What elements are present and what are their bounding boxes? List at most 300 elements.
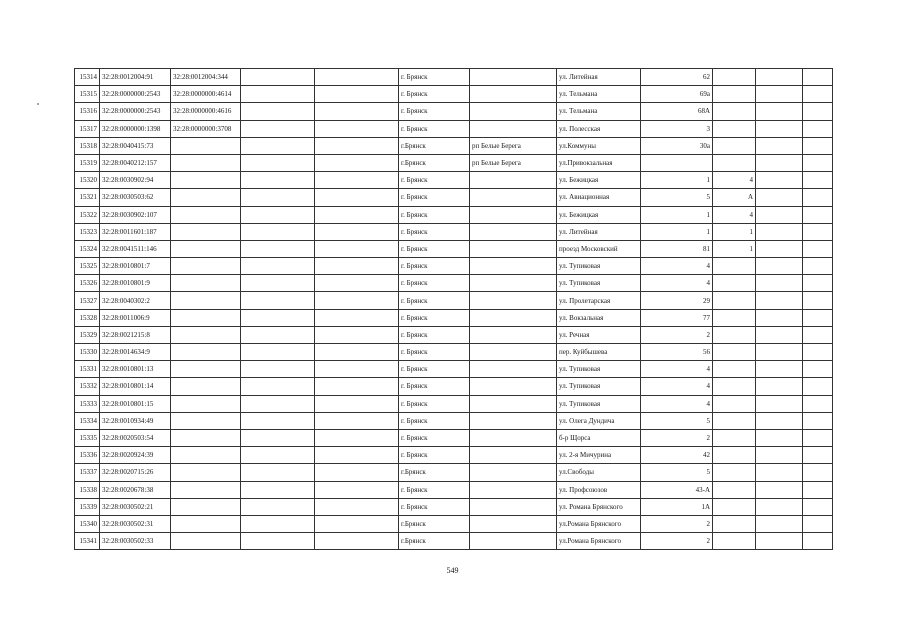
district-cell bbox=[470, 120, 557, 137]
cadastral-number-2: 32:28:0000000:4614 bbox=[171, 86, 241, 103]
house-cell: 29 bbox=[641, 292, 713, 309]
table-row bbox=[75, 498, 833, 515]
empty-cell bbox=[756, 378, 803, 395]
flat-cell bbox=[713, 395, 756, 412]
empty-cell bbox=[803, 498, 833, 515]
empty-cell bbox=[315, 172, 399, 189]
street-cell: ул. Олега Дундича bbox=[557, 412, 641, 429]
district-cell bbox=[470, 361, 557, 378]
empty-cell bbox=[241, 412, 315, 429]
district-cell bbox=[470, 378, 557, 395]
empty-cell bbox=[241, 361, 315, 378]
cadastral-number: 32:28:0040212:157 bbox=[100, 154, 171, 171]
cadastral-number: 32:28:0014634:9 bbox=[100, 344, 171, 361]
street-cell: ул. Литейная bbox=[557, 69, 641, 86]
empty-cell bbox=[241, 326, 315, 343]
flat-cell bbox=[713, 86, 756, 103]
empty-cell bbox=[756, 206, 803, 223]
city-cell: г. Брянск bbox=[399, 69, 470, 86]
table-row bbox=[75, 292, 833, 309]
district-cell: рп Белые Берега bbox=[470, 137, 557, 154]
cadastral-number: 32:28:0000000:1398 bbox=[100, 120, 171, 137]
cadastral-number-2 bbox=[171, 464, 241, 481]
flat-cell bbox=[713, 275, 756, 292]
empty-cell bbox=[315, 429, 399, 446]
house-cell: 1 bbox=[641, 206, 713, 223]
house-cell: 62 bbox=[641, 69, 713, 86]
table-row bbox=[75, 172, 833, 189]
street-cell: ул. Речная bbox=[557, 326, 641, 343]
city-cell: г. Брянск bbox=[399, 223, 470, 240]
house-cell: 69а bbox=[641, 86, 713, 103]
city-cell: г.Брянск bbox=[399, 515, 470, 532]
empty-cell bbox=[315, 533, 399, 550]
cadastral-number-2 bbox=[171, 223, 241, 240]
cadastral-number-2 bbox=[171, 154, 241, 171]
district-cell bbox=[470, 498, 557, 515]
cadastral-number-2 bbox=[171, 275, 241, 292]
district-cell bbox=[470, 515, 557, 532]
registry-table bbox=[74, 68, 833, 550]
table-row bbox=[75, 481, 833, 498]
empty-cell bbox=[756, 515, 803, 532]
city-cell: г. Брянск bbox=[399, 378, 470, 395]
empty-cell bbox=[315, 137, 399, 154]
street-cell: ул. Тупиковая bbox=[557, 378, 641, 395]
street-cell: ул. Тупиковая bbox=[557, 258, 641, 275]
empty-cell bbox=[241, 395, 315, 412]
city-cell: г. Брянск bbox=[399, 361, 470, 378]
flat-cell bbox=[713, 498, 756, 515]
cadastral-number-2: 32:28:0000000:4616 bbox=[171, 103, 241, 120]
cadastral-number-2 bbox=[171, 189, 241, 206]
flat-cell: 1 bbox=[713, 223, 756, 240]
cadastral-number: 32:28:0030902:94 bbox=[100, 172, 171, 189]
city-cell: г. Брянск bbox=[399, 275, 470, 292]
street-cell: ул. Бежицкая bbox=[557, 172, 641, 189]
empty-cell bbox=[241, 275, 315, 292]
row-number: 15316 bbox=[75, 103, 100, 120]
empty-cell bbox=[315, 189, 399, 206]
cadastral-number: 32:28:0030502:21 bbox=[100, 498, 171, 515]
district-cell bbox=[470, 189, 557, 206]
flat-cell bbox=[713, 154, 756, 171]
empty-cell bbox=[756, 429, 803, 446]
city-cell: г. Брянск bbox=[399, 240, 470, 257]
empty-cell bbox=[756, 137, 803, 154]
cadastral-number: 32:28:0030502:31 bbox=[100, 515, 171, 532]
table-row bbox=[75, 395, 833, 412]
empty-cell bbox=[803, 395, 833, 412]
empty-cell bbox=[803, 69, 833, 86]
empty-cell bbox=[315, 498, 399, 515]
row-number: 15334 bbox=[75, 412, 100, 429]
house-cell: 1А bbox=[641, 498, 713, 515]
row-number: 15319 bbox=[75, 154, 100, 171]
flat-cell bbox=[713, 447, 756, 464]
empty-cell bbox=[315, 154, 399, 171]
cadastral-number-2 bbox=[171, 429, 241, 446]
cadastral-number: 32:28:0030503:62 bbox=[100, 189, 171, 206]
cadastral-number-2 bbox=[171, 206, 241, 223]
flat-cell: 1 bbox=[713, 240, 756, 257]
empty-cell bbox=[315, 223, 399, 240]
row-number: 15321 bbox=[75, 189, 100, 206]
empty-cell bbox=[756, 395, 803, 412]
row-number: 15324 bbox=[75, 240, 100, 257]
street-cell: ул. Полесская bbox=[557, 120, 641, 137]
cadastral-number-2 bbox=[171, 344, 241, 361]
table-row bbox=[75, 309, 833, 326]
empty-cell bbox=[241, 533, 315, 550]
empty-cell bbox=[241, 309, 315, 326]
empty-cell bbox=[241, 344, 315, 361]
cadastral-number-2 bbox=[171, 515, 241, 532]
row-number: 15315 bbox=[75, 86, 100, 103]
empty-cell bbox=[315, 258, 399, 275]
row-number: 15328 bbox=[75, 309, 100, 326]
table-row bbox=[75, 533, 833, 550]
street-cell: б-р Щорса bbox=[557, 429, 641, 446]
house-cell: 68А bbox=[641, 103, 713, 120]
street-cell: ул. Тельмана bbox=[557, 86, 641, 103]
row-number: 15335 bbox=[75, 429, 100, 446]
empty-cell bbox=[803, 361, 833, 378]
street-cell: проезд Московский bbox=[557, 240, 641, 257]
house-cell: 2 bbox=[641, 533, 713, 550]
table-row bbox=[75, 103, 833, 120]
empty-cell bbox=[315, 361, 399, 378]
district-cell bbox=[470, 69, 557, 86]
cadastral-number-2: 32:28:0012004:344 bbox=[171, 69, 241, 86]
flat-cell bbox=[713, 120, 756, 137]
city-cell: г. Брянск bbox=[399, 309, 470, 326]
cadastral-number-2 bbox=[171, 481, 241, 498]
flat-cell bbox=[713, 481, 756, 498]
flat-cell: 4 bbox=[713, 206, 756, 223]
empty-cell bbox=[241, 206, 315, 223]
cadastral-number-2 bbox=[171, 533, 241, 550]
empty-cell bbox=[315, 447, 399, 464]
empty-cell bbox=[756, 172, 803, 189]
district-cell bbox=[470, 412, 557, 429]
empty-cell bbox=[756, 309, 803, 326]
table-row bbox=[75, 515, 833, 532]
row-number: 15330 bbox=[75, 344, 100, 361]
empty-cell bbox=[241, 86, 315, 103]
empty-cell bbox=[756, 240, 803, 257]
cadastral-number-2 bbox=[171, 240, 241, 257]
flat-cell bbox=[713, 326, 756, 343]
city-cell: г. Брянск bbox=[399, 481, 470, 498]
empty-cell bbox=[756, 361, 803, 378]
street-cell: ул.Коммуны bbox=[557, 137, 641, 154]
street-cell: ул. Романа Брянского bbox=[557, 498, 641, 515]
row-number: 15337 bbox=[75, 464, 100, 481]
empty-cell bbox=[803, 515, 833, 532]
table-row bbox=[75, 344, 833, 361]
house-cell: 1 bbox=[641, 172, 713, 189]
district-cell: рп Белые Берега bbox=[470, 154, 557, 171]
house-cell: 42 bbox=[641, 447, 713, 464]
empty-cell bbox=[756, 412, 803, 429]
cadastral-number-2 bbox=[171, 378, 241, 395]
empty-cell bbox=[756, 258, 803, 275]
street-cell: ул.Романа Брянского bbox=[557, 533, 641, 550]
city-cell: г.Брянск bbox=[399, 154, 470, 171]
street-cell: ул.Привокзальная bbox=[557, 154, 641, 171]
row-number: 15317 bbox=[75, 120, 100, 137]
city-cell: г. Брянск bbox=[399, 344, 470, 361]
house-cell: 5 bbox=[641, 189, 713, 206]
district-cell bbox=[470, 309, 557, 326]
empty-cell bbox=[756, 447, 803, 464]
row-number: 15322 bbox=[75, 206, 100, 223]
empty-cell bbox=[241, 223, 315, 240]
city-cell: г. Брянск bbox=[399, 258, 470, 275]
empty-cell bbox=[315, 326, 399, 343]
flat-cell: А bbox=[713, 189, 756, 206]
table-row bbox=[75, 464, 833, 481]
city-cell: г. Брянск bbox=[399, 292, 470, 309]
house-cell: 77 bbox=[641, 309, 713, 326]
table-row bbox=[75, 412, 833, 429]
empty-cell bbox=[241, 429, 315, 446]
street-cell: ул. Тельмана bbox=[557, 103, 641, 120]
house-cell: 4 bbox=[641, 378, 713, 395]
cadastral-number-2 bbox=[171, 309, 241, 326]
district-cell bbox=[470, 206, 557, 223]
district-cell bbox=[470, 326, 557, 343]
empty-cell bbox=[756, 344, 803, 361]
city-cell: г.Брянск bbox=[399, 533, 470, 550]
empty-cell bbox=[241, 189, 315, 206]
row-number: 15332 bbox=[75, 378, 100, 395]
cadastral-number-2 bbox=[171, 326, 241, 343]
street-cell: ул. Вокзальная bbox=[557, 309, 641, 326]
house-cell: 2 bbox=[641, 429, 713, 446]
district-cell bbox=[470, 240, 557, 257]
empty-cell bbox=[803, 137, 833, 154]
house-cell: 43-А bbox=[641, 481, 713, 498]
district-cell bbox=[470, 223, 557, 240]
city-cell: г. Брянск bbox=[399, 172, 470, 189]
street-cell: ул. Тупиковая bbox=[557, 361, 641, 378]
cadastral-number-2 bbox=[171, 258, 241, 275]
cadastral-number-2 bbox=[171, 412, 241, 429]
table-row bbox=[75, 206, 833, 223]
empty-cell bbox=[803, 292, 833, 309]
empty-cell bbox=[241, 154, 315, 171]
cadastral-number-2 bbox=[171, 361, 241, 378]
empty-cell bbox=[241, 103, 315, 120]
table-row bbox=[75, 86, 833, 103]
table-row bbox=[75, 223, 833, 240]
house-cell: 5 bbox=[641, 412, 713, 429]
cadastral-number: 32:28:0011601:187 bbox=[100, 223, 171, 240]
street-cell: ул. Авиационная bbox=[557, 189, 641, 206]
scan-speck bbox=[37, 103, 39, 105]
empty-cell bbox=[803, 275, 833, 292]
empty-cell bbox=[315, 69, 399, 86]
empty-cell bbox=[241, 137, 315, 154]
cadastral-number-2 bbox=[171, 395, 241, 412]
registry-rows bbox=[75, 69, 833, 550]
empty-cell bbox=[756, 69, 803, 86]
city-cell: г. Брянск bbox=[399, 120, 470, 137]
district-cell bbox=[470, 429, 557, 446]
empty-cell bbox=[315, 240, 399, 257]
city-cell: г. Брянск bbox=[399, 412, 470, 429]
empty-cell bbox=[803, 464, 833, 481]
house-cell: 5 bbox=[641, 464, 713, 481]
cadastral-number: 32:28:0010934:49 bbox=[100, 412, 171, 429]
street-cell: ул. Пролетарская bbox=[557, 292, 641, 309]
cadastral-number: 32:28:0020715:26 bbox=[100, 464, 171, 481]
cadastral-number: 32:28:0010801:15 bbox=[100, 395, 171, 412]
empty-cell bbox=[803, 429, 833, 446]
flat-cell bbox=[713, 344, 756, 361]
row-number: 15314 bbox=[75, 69, 100, 86]
flat-cell: 4 bbox=[713, 172, 756, 189]
flat-cell bbox=[713, 258, 756, 275]
city-cell: г. Брянск bbox=[399, 395, 470, 412]
empty-cell bbox=[315, 378, 399, 395]
flat-cell bbox=[713, 103, 756, 120]
empty-cell bbox=[315, 344, 399, 361]
district-cell bbox=[470, 481, 557, 498]
empty-cell bbox=[803, 189, 833, 206]
cadastral-number: 32:28:0040415:73 bbox=[100, 137, 171, 154]
empty-cell bbox=[803, 154, 833, 171]
empty-cell bbox=[756, 292, 803, 309]
row-number: 15340 bbox=[75, 515, 100, 532]
house-cell: 1 bbox=[641, 223, 713, 240]
empty-cell bbox=[315, 412, 399, 429]
empty-cell bbox=[241, 240, 315, 257]
empty-cell bbox=[803, 86, 833, 103]
district-cell bbox=[470, 258, 557, 275]
city-cell: г.Брянск bbox=[399, 464, 470, 481]
cadastral-number: 32:28:0011006:9 bbox=[100, 309, 171, 326]
empty-cell bbox=[241, 378, 315, 395]
table-row bbox=[75, 137, 833, 154]
empty-cell bbox=[803, 103, 833, 120]
table-row bbox=[75, 275, 833, 292]
table-row bbox=[75, 240, 833, 257]
empty-cell bbox=[803, 206, 833, 223]
flat-cell bbox=[713, 309, 756, 326]
street-cell: ул. Литейная bbox=[557, 223, 641, 240]
district-cell bbox=[470, 292, 557, 309]
flat-cell bbox=[713, 361, 756, 378]
empty-cell bbox=[803, 223, 833, 240]
street-cell: пер. Куйбышева bbox=[557, 344, 641, 361]
flat-cell bbox=[713, 412, 756, 429]
district-cell bbox=[470, 447, 557, 464]
city-cell: г. Брянск bbox=[399, 206, 470, 223]
street-cell: ул. Тупиковая bbox=[557, 275, 641, 292]
house-cell: 30а bbox=[641, 137, 713, 154]
house-cell: 4 bbox=[641, 258, 713, 275]
empty-cell bbox=[315, 120, 399, 137]
city-cell: г. Брянск bbox=[399, 326, 470, 343]
empty-cell bbox=[756, 189, 803, 206]
street-cell: ул. Профсоюзов bbox=[557, 481, 641, 498]
table-row bbox=[75, 326, 833, 343]
house-cell: 2 bbox=[641, 326, 713, 343]
flat-cell bbox=[713, 515, 756, 532]
row-number: 15341 bbox=[75, 533, 100, 550]
flat-cell bbox=[713, 137, 756, 154]
row-number: 15329 bbox=[75, 326, 100, 343]
city-cell: г. Брянск bbox=[399, 429, 470, 446]
cadastral-number-2 bbox=[171, 447, 241, 464]
empty-cell bbox=[756, 223, 803, 240]
row-number: 15318 bbox=[75, 137, 100, 154]
row-number: 15336 bbox=[75, 447, 100, 464]
city-cell: г. Брянск bbox=[399, 86, 470, 103]
cadastral-number-2 bbox=[171, 292, 241, 309]
house-cell: 3 bbox=[641, 120, 713, 137]
cadastral-number: 32:28:0020924:39 bbox=[100, 447, 171, 464]
empty-cell bbox=[803, 258, 833, 275]
street-cell: ул.Свободы bbox=[557, 464, 641, 481]
table-row bbox=[75, 154, 833, 171]
row-number: 15325 bbox=[75, 258, 100, 275]
empty-cell bbox=[756, 326, 803, 343]
cadastral-number: 32:28:0040302:2 bbox=[100, 292, 171, 309]
cadastral-number: 32:28:0000000:2543 bbox=[100, 103, 171, 120]
street-cell: ул. Бежицкая bbox=[557, 206, 641, 223]
page-number: 549 bbox=[446, 566, 459, 575]
flat-cell bbox=[713, 378, 756, 395]
table-row bbox=[75, 120, 833, 137]
district-cell bbox=[470, 344, 557, 361]
empty-cell bbox=[756, 120, 803, 137]
house-cell: 4 bbox=[641, 275, 713, 292]
row-number: 15327 bbox=[75, 292, 100, 309]
table-row bbox=[75, 189, 833, 206]
empty-cell bbox=[756, 86, 803, 103]
district-cell bbox=[470, 86, 557, 103]
empty-cell bbox=[241, 447, 315, 464]
city-cell: г.Брянск bbox=[399, 137, 470, 154]
table-row bbox=[75, 258, 833, 275]
cadastral-number: 32:28:0030902:107 bbox=[100, 206, 171, 223]
empty-cell bbox=[803, 326, 833, 343]
house-cell bbox=[641, 154, 713, 171]
empty-cell bbox=[756, 275, 803, 292]
cadastral-number: 32:28:0010801:14 bbox=[100, 378, 171, 395]
row-number: 15331 bbox=[75, 361, 100, 378]
empty-cell bbox=[803, 533, 833, 550]
empty-cell bbox=[803, 240, 833, 257]
street-cell: ул. 2-я Мичурина bbox=[557, 447, 641, 464]
city-cell: г. Брянск bbox=[399, 498, 470, 515]
house-cell: 81 bbox=[641, 240, 713, 257]
cadastral-number-2: 32:28:0000000:3708 bbox=[171, 120, 241, 137]
district-cell bbox=[470, 172, 557, 189]
cadastral-number-2 bbox=[171, 172, 241, 189]
empty-cell bbox=[315, 86, 399, 103]
empty-cell bbox=[803, 378, 833, 395]
empty-cell bbox=[315, 292, 399, 309]
empty-cell bbox=[315, 481, 399, 498]
table-row bbox=[75, 378, 833, 395]
empty-cell bbox=[803, 309, 833, 326]
empty-cell bbox=[241, 69, 315, 86]
